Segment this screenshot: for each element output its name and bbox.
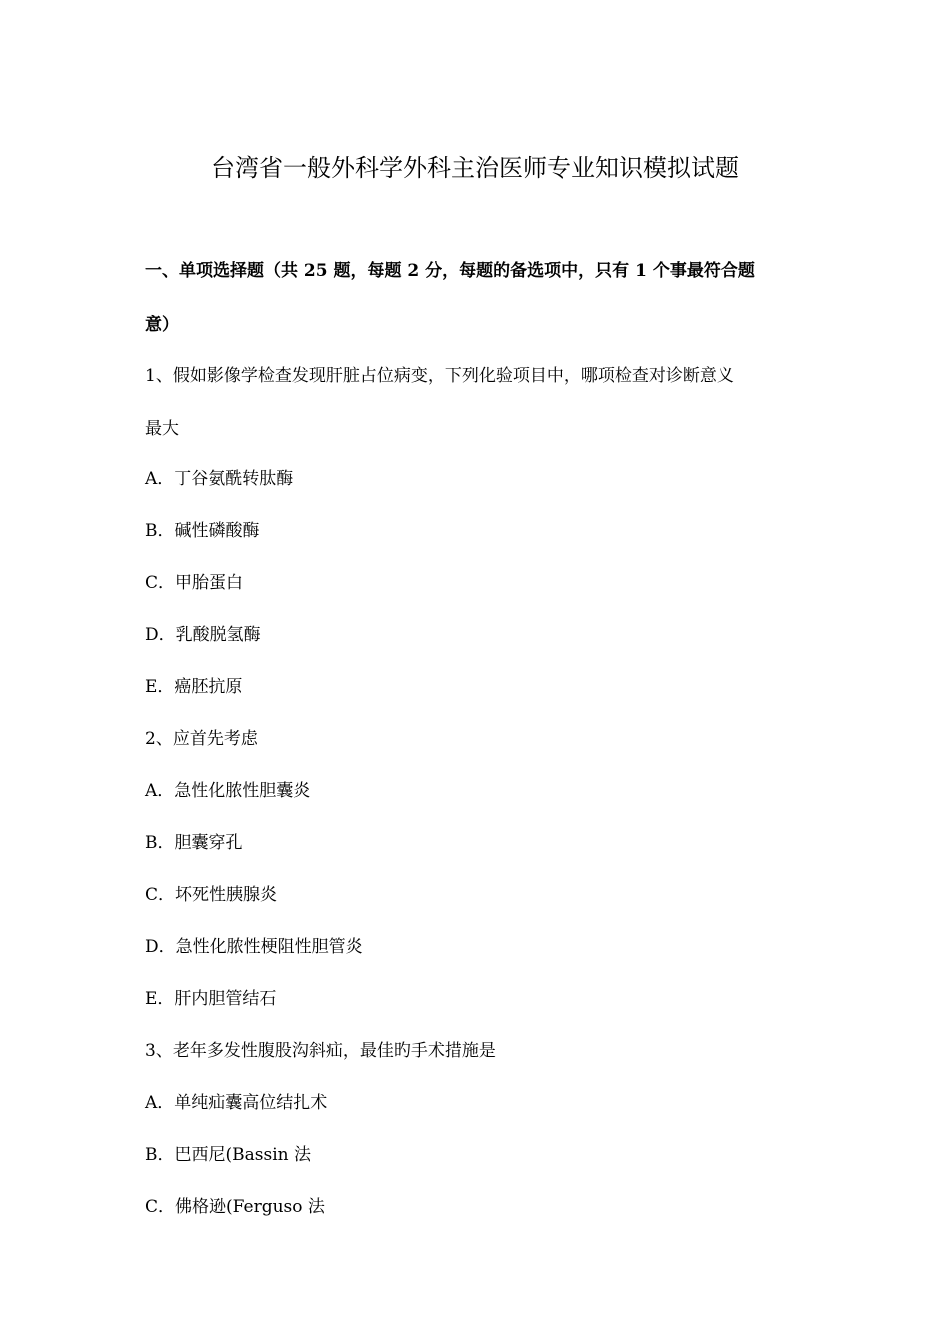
question-2-option-e: E．肝内胆管结石 [145,989,277,1009]
document-title: 台湾省一般外科学外科主治医师专业知识模拟试题 [211,154,739,182]
question-2-option-d: D．急性化脓性梗阻性胆管炎 [145,937,363,957]
section-heading-line-1: 一、单项选择题（共 25 题，每题 2 分，每题的备选项中，只有 1 个事最符合题 [145,261,755,281]
question-1-stem-line-2: 最大 [145,419,179,439]
question-2-stem: 2、应首先考虑 [145,729,258,749]
question-2-option-c: C．坏死性胰腺炎 [145,885,278,905]
question-1-option-a: A．丁谷氨酰转肽酶 [145,469,294,489]
question-1-option-b: B．碱性磷酸酶 [145,521,260,541]
question-3-stem: 3、老年多发性腹股沟斜疝，最佳旳手术措施是 [145,1041,496,1061]
question-3-option-a: A．单纯疝囊高位结扎术 [145,1093,328,1113]
question-3-option-c: C．佛格逊(Ferguso 法 [145,1197,325,1217]
question-1-option-c: C．甲胎蛋白 [145,573,244,593]
question-2-option-a: A．急性化脓性胆囊炎 [145,781,311,801]
question-1-stem-line-1: 1、假如影像学检查发现肝脏占位病变，下列化验项目中，哪项检查对诊断意义 [145,366,734,386]
question-1-option-e: E．癌胚抗原 [145,677,243,697]
question-1-option-d: D．乳酸脱氢酶 [145,625,261,645]
question-2-option-b: B．胆囊穿孔 [145,833,243,853]
question-3-option-b: B．巴西尼(Bassin 法 [145,1145,311,1165]
section-heading-line-2: 意） [145,315,179,335]
